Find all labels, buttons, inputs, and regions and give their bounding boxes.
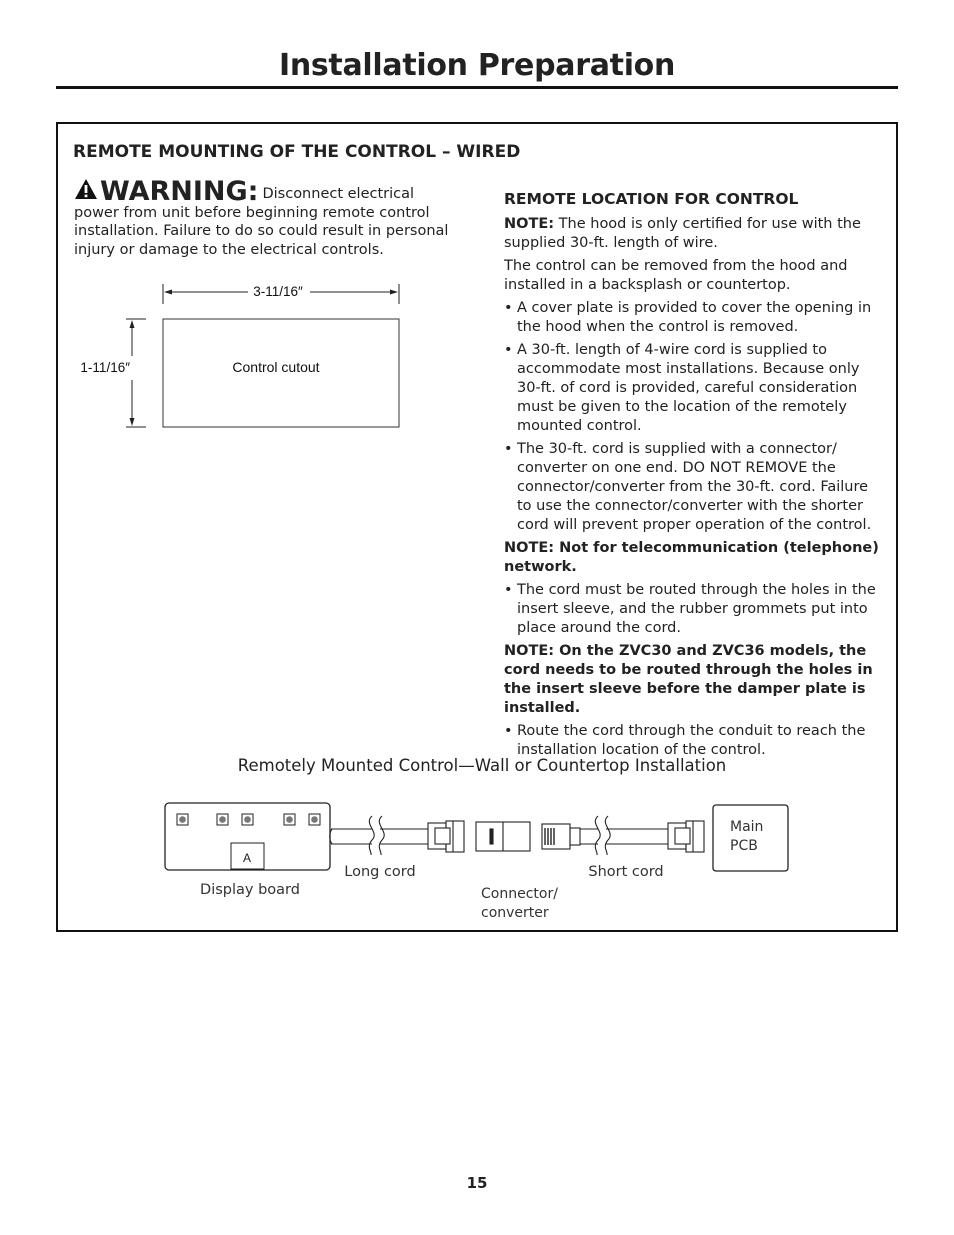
control-cutout-diagram: [80, 274, 408, 444]
list-item: • The cord must be routed through the holes in the insert sleeve, and the rubber grommets put into place around the cord.: [504, 581, 884, 638]
long-cord-label: Long cord: [344, 864, 416, 880]
cutout-height-label: 1-11/16″: [80, 360, 130, 375]
connector-label-line2: converter: [481, 905, 549, 921]
cutout-width-label: 3-11/16″: [253, 284, 303, 299]
remote-location-heading: REMOTE LOCATION FOR CONTROL: [504, 190, 799, 208]
short-cord-label: Short cord: [588, 864, 664, 880]
display-board-key: A: [242, 851, 252, 865]
note-telecom: NOTE: Not for telecommunication (telephone) network.: [504, 540, 879, 575]
section-heading: REMOTE MOUNTING OF THE CONTROL – WIRED: [73, 142, 521, 162]
display-board-label: Display board: [200, 882, 300, 898]
bullet-list-c: [504, 722, 884, 760]
list-item: • Route the cord through the conduit to reach the installation location of the control.: [504, 722, 884, 760]
short-cord: [542, 816, 704, 855]
list-item: • The 30-ft. cord is supplied with a connector/ converter on one end. DO NOT REMOVE the connector/converter from the 30-ft. cord. Failure to use the connector/converter with the shorter cord will prevent proper operation of the control.: [504, 440, 884, 535]
page-number: 15: [466, 1174, 488, 1192]
wiring-diagram: [158, 800, 798, 921]
list-item: • A cover plate is provided to cover the opening in the hood when the control is removed.: [504, 299, 884, 337]
remote-mounting-panel: [56, 122, 898, 932]
long-cord: [330, 816, 464, 855]
title-rule: [56, 86, 898, 89]
note-certified: NOTE: The hood is only certified for use with the supplied 30-ft. length of wire.: [504, 216, 861, 251]
bullet-list-b: [504, 581, 884, 638]
wiring-diagram-title: Remotely Mounted Control—Wall or Countertop Installation: [237, 756, 727, 775]
connector-converter: [476, 822, 530, 851]
intro-paragraph: The control can be removed from the hood and installed in a backsplash or countertop.: [504, 258, 848, 293]
warning-label: WARNING:: [100, 176, 259, 207]
list-item: • A 30-ft. length of 4-wire cord is supplied to accommodate most installations. Because only 30-ft. of cord is provided, careful consideration must be given to the location of the remotely mounted control.: [504, 341, 884, 436]
remote-location-block: [504, 190, 884, 764]
connector-label-line1: Connector/: [481, 886, 558, 902]
note-zvc-models: NOTE: On the ZVC30 and ZVC36 models, the cord needs to be routed through the holes in the insert sleeve before the damper plate is installed.: [504, 643, 873, 716]
warning-text: Disconnect electrical power from unit before beginning remote control installation. Failure to do so could result in personal injury or damage to the electrical controls.: [74, 186, 449, 258]
page-title: Installation Preparation: [278, 48, 676, 83]
warning-triangle-icon: [74, 178, 98, 200]
pcb-label-line2: PCB: [730, 838, 758, 854]
bullet-list-a: [504, 299, 884, 535]
warning-block: [74, 178, 454, 259]
pcb-label-line1: Main: [730, 819, 764, 835]
cutout-label: Control cutout: [232, 359, 320, 375]
